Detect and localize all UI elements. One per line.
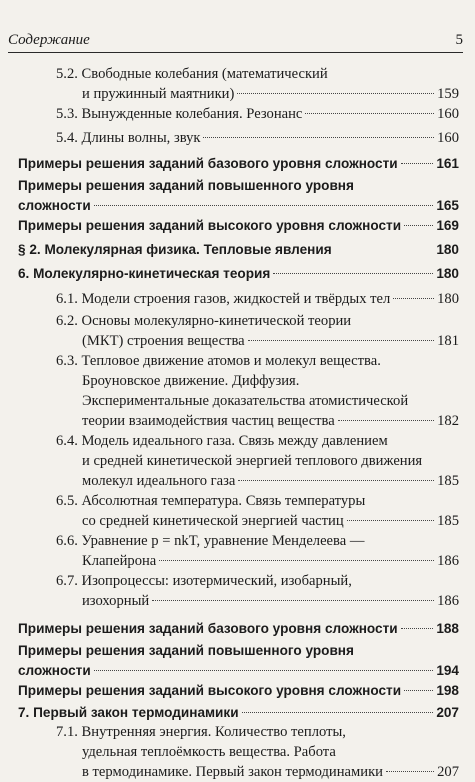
toc-entry-text: 5.4. Длины волны, звук (56, 130, 201, 146)
toc-page-number: 185 (437, 473, 459, 489)
toc-entry-text: 6.6. Уравнение p = nkT, уравнение Менделеева — (56, 533, 365, 549)
running-header (8, 30, 463, 53)
toc-page-number: 186 (437, 553, 459, 569)
toc-entry[interactable] (56, 531, 459, 571)
toc-entry-line (18, 176, 459, 196)
toc-entry-text: в термодинамике. Первый закон термодинамики (82, 764, 383, 780)
toc-entry-line (18, 641, 459, 661)
toc-page-number: 186 (437, 593, 459, 609)
toc-entry-text: Экспериментальные доказательства атомистической (82, 393, 409, 409)
dot-leader (338, 420, 434, 421)
toc-entry-text: изохорный (82, 593, 150, 609)
toc-entry-text: Примеры решения заданий высокого уровня сложности (18, 218, 402, 233)
toc-entry-line (56, 64, 459, 84)
dot-leader (393, 298, 434, 299)
toc-entry[interactable] (56, 491, 459, 531)
toc-entry-text: со средней кинетической энергией частиц (82, 513, 344, 529)
toc-entry-text: 6.1. Модели строения газов, жидкостей и твёрдых тел (56, 291, 391, 307)
toc-entry[interactable] (56, 289, 459, 309)
toc-entry-line (56, 431, 459, 451)
toc-entry-text: Клапейрона (82, 553, 157, 569)
dot-leader (305, 113, 434, 114)
toc-entry[interactable] (18, 240, 459, 260)
toc-entry[interactable] (56, 571, 459, 611)
toc-page-number: 181 (437, 333, 459, 349)
toc-entry-last-line (56, 128, 459, 148)
toc-entry[interactable] (18, 641, 459, 681)
toc-entry-text: 7. Первый закон термодинамики (18, 705, 239, 720)
dot-leader (401, 628, 434, 629)
toc-entry-text: и средней кинетической энергией теплового движения (82, 453, 423, 469)
toc-entry-text: 6.2. Основы молекулярно-кинетической теории (56, 313, 352, 329)
toc-entry-text: 6.3. Тепловое движение атомов и молекул вещества. (56, 353, 381, 369)
toc-entry-last-line (56, 411, 459, 431)
toc-entry-text: удельная теплоёмкость вещества. Работа (82, 744, 336, 760)
dot-leader (242, 712, 434, 713)
toc-entry[interactable] (18, 154, 459, 174)
toc-page-number: 159 (437, 86, 459, 102)
toc-entry-text: Примеры решения заданий высокого уровня сложности (18, 683, 402, 698)
toc-entry-last-line (56, 511, 459, 531)
toc-entry-text: 5.3. Вынужденные колебания. Резонанс (56, 106, 303, 122)
toc-entry-line (56, 531, 459, 551)
dot-leader (273, 273, 433, 274)
toc-entry-text: сложности (18, 663, 91, 678)
toc-entry-text: 6.4. Модель идеального газа. Связь между давлением (56, 433, 388, 449)
toc-entry-line (56, 722, 459, 742)
toc-entry-line (56, 451, 459, 471)
toc-entry-line (56, 371, 459, 391)
toc-entry-text: Примеры решения заданий повышенного уровня (18, 643, 354, 658)
toc-entry-text: (МКТ) строения вещества (82, 333, 245, 349)
toc-entry-last-line (56, 289, 459, 309)
toc-entry-last-line (56, 331, 459, 351)
toc-entry-last-line (56, 471, 459, 491)
toc-entry-line (56, 391, 459, 411)
dot-leader (238, 480, 434, 481)
toc-entry[interactable] (18, 681, 459, 701)
toc-entry-text: Примеры решения заданий базового уровня сложности (18, 156, 398, 171)
toc-page-number: 161 (436, 156, 459, 171)
toc-entry-last-line (18, 703, 459, 723)
toc-entry[interactable] (18, 264, 459, 284)
toc-entry-last-line (56, 591, 459, 611)
toc-entry-last-line (56, 84, 459, 104)
toc-page-number: 188 (436, 621, 459, 636)
dot-leader (94, 205, 434, 206)
toc-entry-line (56, 742, 459, 762)
toc-page-number: 182 (437, 413, 459, 429)
toc-entry[interactable] (18, 176, 459, 216)
toc-entry-text: § 2. Молекулярная физика. Тепловые явления (18, 242, 332, 257)
toc-entry[interactable] (18, 619, 459, 639)
dot-leader (386, 771, 434, 772)
dot-leader (404, 225, 433, 226)
header-page-number: 5 (455, 32, 463, 48)
dot-leader (401, 163, 434, 164)
dot-leader (248, 340, 434, 341)
toc-entry-line (56, 571, 459, 591)
toc-page-number: 198 (436, 683, 459, 698)
toc-page-number: 169 (436, 218, 459, 233)
toc-entry[interactable] (56, 64, 459, 104)
toc-entry[interactable] (56, 431, 459, 491)
toc-page-number: 185 (437, 513, 459, 529)
dot-leader (237, 93, 434, 94)
toc-page-number: 207 (436, 705, 459, 720)
toc-entry-text: Примеры решения заданий повышенного уровня (18, 178, 354, 193)
toc-entry-text: 5.2. Свободные колебания (математический (56, 66, 328, 82)
toc-entry-text: сложности (18, 198, 91, 213)
toc-entry-last-line (18, 216, 459, 236)
dot-leader (404, 690, 433, 691)
dot-leader (347, 520, 434, 521)
dot-leader (159, 560, 434, 561)
toc-entry-last-line (18, 154, 459, 174)
toc-entry-last-line (56, 551, 459, 571)
toc-entry[interactable] (18, 703, 459, 723)
toc-entry[interactable] (56, 351, 459, 431)
toc-entry[interactable] (56, 311, 459, 351)
toc-entry-last-line (18, 681, 459, 701)
toc-entry-text: 7.1. Внутренняя энергия. Количество теплоты, (56, 724, 346, 740)
toc-entry-text: теории взаимодействия частиц вещества (82, 413, 335, 429)
toc-entry-last-line (18, 240, 459, 260)
toc-entry-text: Примеры решения заданий базового уровня сложности (18, 621, 398, 636)
toc-entry-text: 6. Молекулярно-кинетическая теория (18, 266, 271, 281)
header-title: Содержание (8, 32, 90, 48)
toc-entry-last-line (18, 196, 459, 216)
toc-entry-line (56, 491, 459, 511)
toc-entry-text: молекул идеального газа (82, 473, 236, 489)
toc-page-number: 194 (436, 663, 459, 678)
toc-entry-last-line (18, 619, 459, 639)
toc-entry[interactable] (18, 216, 459, 236)
toc-entry-text: 6.5. Абсолютная температура. Связь температуры (56, 493, 366, 509)
toc-entry-last-line (56, 104, 459, 124)
toc-entry-last-line (56, 762, 459, 782)
dot-leader (94, 670, 434, 671)
toc-entry[interactable] (56, 104, 459, 124)
dot-leader (152, 600, 434, 601)
toc-entry-last-line (18, 264, 459, 284)
dot-leader (203, 137, 434, 138)
toc-entry-line (56, 351, 459, 371)
toc-entry-text: Броуновское движение. Диффузия. (82, 373, 300, 389)
toc-entry-line (56, 311, 459, 331)
toc-page-number: 180 (437, 291, 459, 307)
toc-entry[interactable] (56, 722, 459, 782)
toc-page-number: 160 (437, 130, 459, 146)
toc-entry-text: и пружинный маятники) (82, 86, 235, 102)
toc-page-number: 160 (437, 106, 459, 122)
toc-entry-last-line (18, 661, 459, 681)
toc-page-number: 180 (436, 266, 459, 281)
toc-entry-text: 6.7. Изопроцессы: изотермический, изобарный, (56, 573, 352, 589)
toc-entry[interactable] (56, 128, 459, 148)
toc-page-number: 207 (437, 764, 459, 780)
toc-page-number: 165 (436, 198, 459, 213)
toc-page-number: 180 (436, 242, 459, 257)
